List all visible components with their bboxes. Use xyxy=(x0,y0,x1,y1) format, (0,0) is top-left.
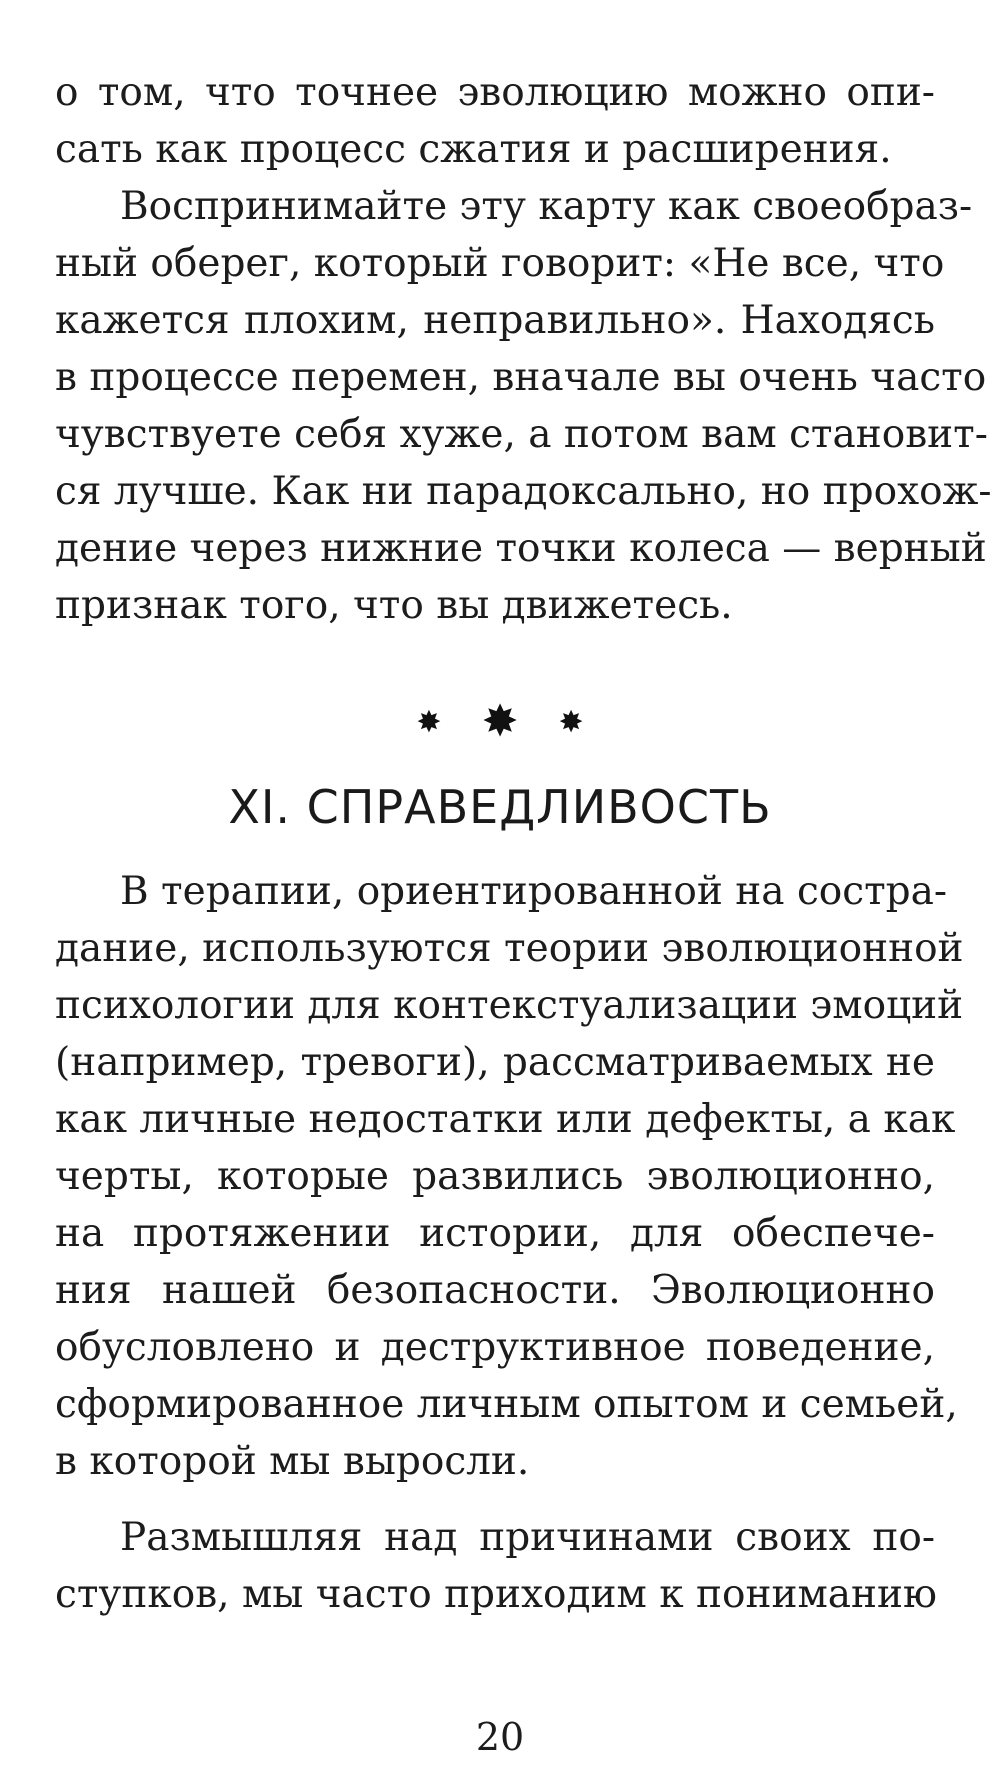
text-line: признак того, что вы движетесь. xyxy=(55,583,733,628)
text-line: сформированное личным опытом и семьей, xyxy=(55,1382,958,1427)
text-line: Размышляя над причинами своих по- xyxy=(120,1515,935,1560)
section-ornament xyxy=(0,696,1000,747)
text-line: психологии для контекстуализации эмоций xyxy=(55,983,964,1028)
text-line: дение через нижние точки колеса — верный xyxy=(55,526,987,571)
text-line: в которой мы выросли. xyxy=(55,1439,530,1484)
text-line: ступков, мы часто приходим к пониманию xyxy=(55,1572,937,1617)
text-line: обусловлено и деструктивное поведение, xyxy=(55,1325,935,1370)
text-line: дание, используются теории эволюционной xyxy=(55,926,964,971)
text-line: на протяжении истории, для обеспече- xyxy=(55,1211,935,1256)
text-line: ся лучше. Как ни парадоксально, но прохож- xyxy=(55,469,992,514)
star-icon: ✸ xyxy=(416,705,442,740)
text-line: ния нашей безопасности. Эволюционно xyxy=(55,1268,935,1313)
text-line: в процессе перемен, вначале вы очень часто xyxy=(55,355,987,400)
page-number: 20 xyxy=(475,1715,525,1759)
text-line: кажется плохим, неправильно». Находясь xyxy=(55,298,935,343)
text-line: как личные недостатки или дефекты, а как xyxy=(55,1097,956,1142)
text-line: Воспринимайте эту карту как своеобраз- xyxy=(120,184,973,229)
star-icon: ✸ xyxy=(558,705,584,740)
text-line: ный оберег, который говорит: «Не все, что xyxy=(55,241,945,286)
text-line: чувствуете себя хуже, а потом вам становит- xyxy=(55,412,988,457)
text-line: черты, которые развились эволюционно, xyxy=(55,1154,935,1199)
text-line: о том, что точнее эволюцию можно опи- xyxy=(55,70,935,115)
text-line: (например, тревоги), рассматриваемых не xyxy=(55,1040,935,1085)
star-icon: ✸ xyxy=(481,696,519,747)
section-heading: XI. СПРАВЕДЛИВОСТЬ xyxy=(228,780,772,834)
text-line: В терапии, ориентированной на состра- xyxy=(120,869,948,914)
text-line: сать как процесс сжатия и расширения. xyxy=(55,127,892,172)
